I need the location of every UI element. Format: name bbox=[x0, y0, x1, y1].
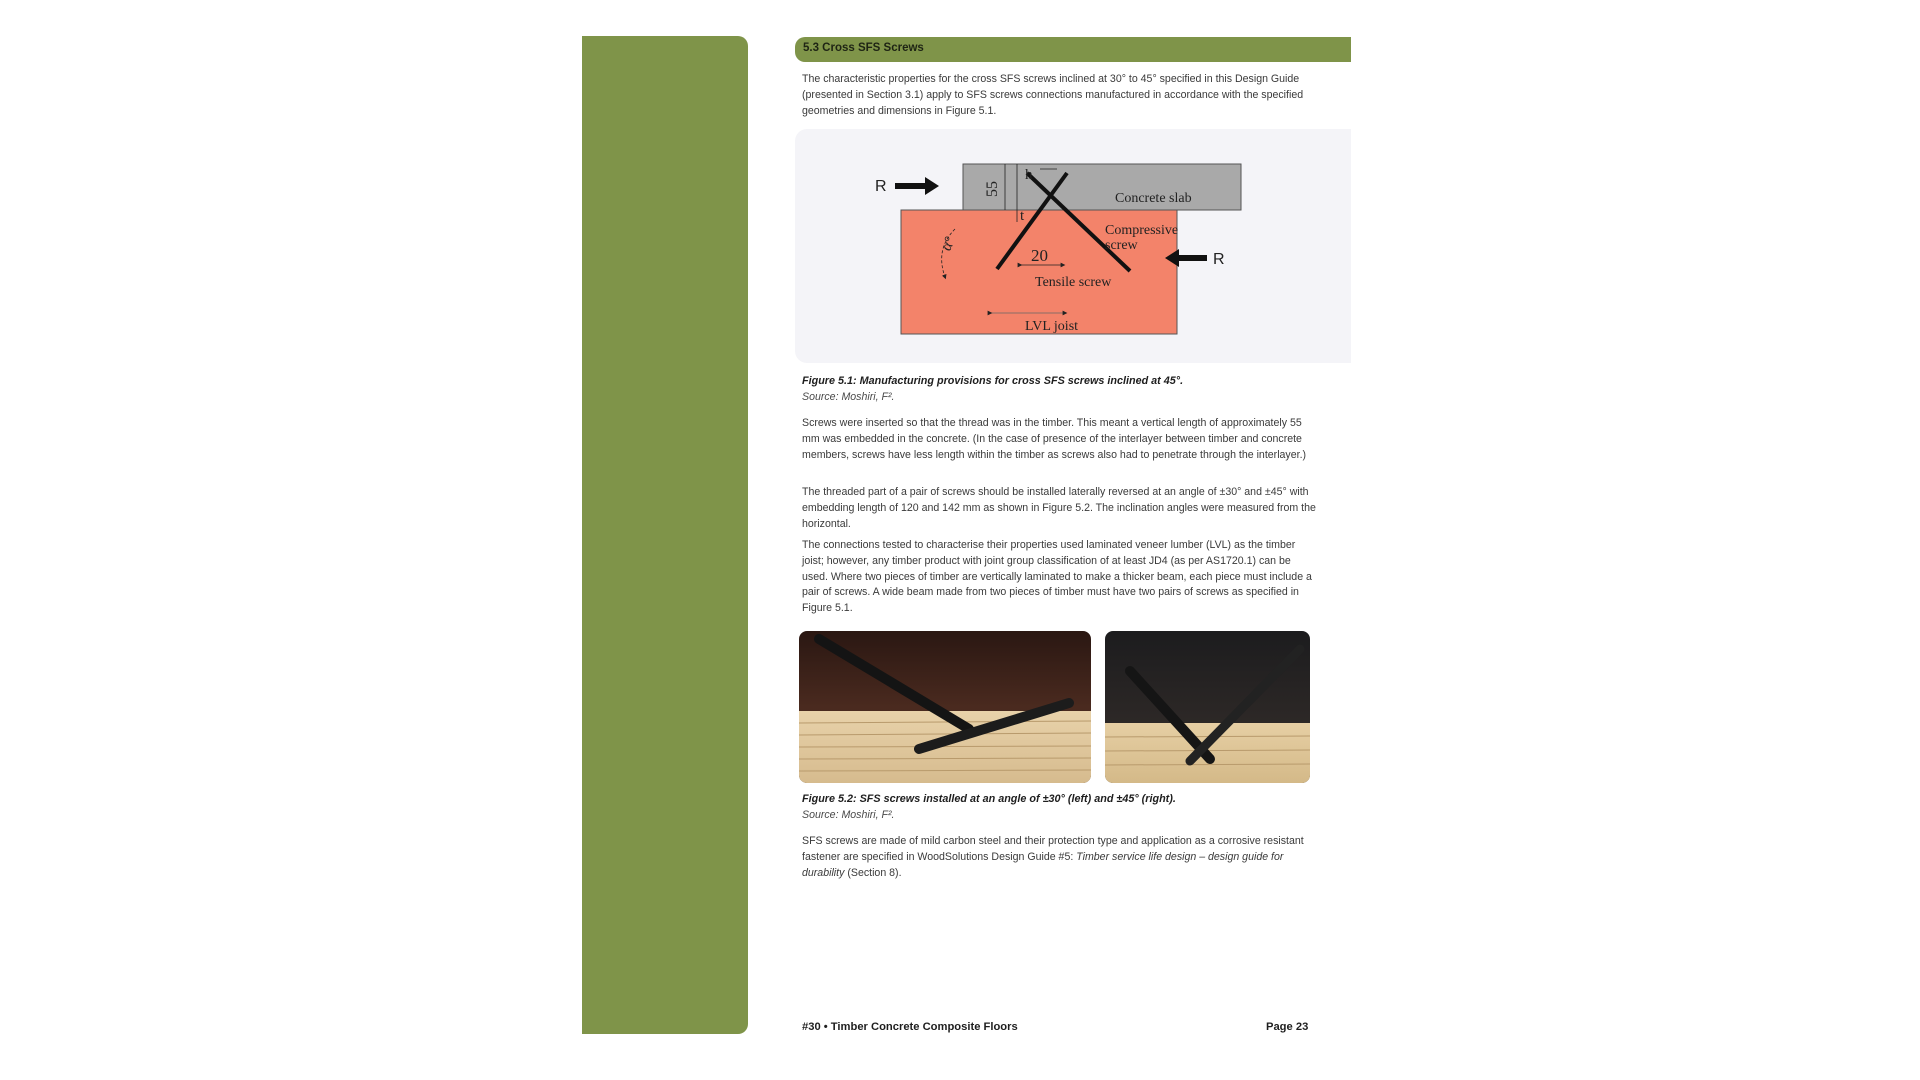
dimension-h-label: h bbox=[1025, 167, 1033, 183]
lvl-joist-label: LVL joist bbox=[1025, 319, 1079, 334]
section-header bbox=[795, 37, 1351, 62]
figure-5-1-diagram bbox=[795, 129, 1351, 363]
compressive-screw-label-line1: Compressive bbox=[1105, 223, 1179, 238]
photo-screws-30-degrees bbox=[799, 631, 1091, 783]
closing-text-end: (Section 8). bbox=[844, 866, 902, 879]
angle-label: α° bbox=[938, 234, 959, 254]
closing-text-start: SFS screws are made of mild carbon steel and their protection type and application as a corrosive resistant fastener are specified in WoodSolutions Design Guide #5: bbox=[802, 835, 1304, 863]
figure-5-1-source: Source: Moshiri, F². bbox=[802, 391, 895, 403]
arrow-right-icon bbox=[895, 177, 939, 195]
photo-screws-45-degrees bbox=[1105, 631, 1310, 783]
dimension-20-label: 20 bbox=[1031, 246, 1048, 265]
dimension-t-label: t bbox=[1020, 208, 1025, 224]
figure-5-2-source: Source: Moshiri, F². bbox=[802, 809, 895, 821]
sidebar-decoration bbox=[582, 36, 748, 1034]
section-title: 5.3 Cross SFS Screws bbox=[803, 42, 924, 54]
tensile-screw-label: Tensile screw bbox=[1035, 275, 1112, 290]
footer-guide-title: #30 • Timber Concrete Composite Floors bbox=[802, 1021, 1018, 1033]
footer-page-number: Page 23 bbox=[1266, 1021, 1309, 1033]
paragraph-1: Screws were inserted so that the thread was in the timber. This meant a vertical length of approximately 55 mm was embedded in the concrete. (In the case of presence of the interlayer between timber and concrete members, screws have less length within the timber as screws also had to penetrate through the interlayer.) bbox=[802, 417, 1307, 461]
figure-5-2-caption: Figure 5.2: SFS screws installed at an angle of ±30° (left) and ±45° (right). bbox=[802, 793, 1176, 805]
closing-paragraph bbox=[802, 834, 1317, 881]
compressive-screw-label-line2: screw bbox=[1105, 238, 1138, 253]
dimension-55-label: 55 bbox=[984, 181, 1001, 197]
intro-paragraph: The characteristic properties for the cross SFS screws inclined at 30° to 45° specified in this Design Guide (presented in Section 3.1) apply to SFS screws connections manufactured in accordance with the specified geometries and dimensions in Figure 5.1. bbox=[802, 73, 1304, 117]
force-label-right: R bbox=[1213, 251, 1225, 268]
force-label-left: R bbox=[875, 178, 887, 195]
concrete-slab-label: Concrete slab bbox=[1115, 191, 1192, 206]
paragraph-3: The connections tested to characterise their properties used laminated veneer lumber (LVL) as the timber joist; however, any timber product with joint group classification of at least JD4 (as per AS1720.1) can be used. Where two pieces of timber are vertically laminated to make a thicker beam, each piece must include a pair of screws. A wide beam made from two pieces of timber must have two pairs of screws as specified in Figure 5.1. bbox=[802, 539, 1312, 615]
figure-5-1-caption: Figure 5.1: Manufacturing provisions for cross SFS screws inclined at 45°. bbox=[802, 375, 1184, 387]
paragraph-2: The threaded part of a pair of screws should be installed laterally reversed at an angle of ±30° and ±45° with embedding length of 120 and 142 mm as shown in Figure 5.2. The inclination angles were measured from the horizontal. bbox=[802, 486, 1316, 530]
closing-text-guide-title: Timber service life design – design guide for durability bbox=[802, 850, 1284, 879]
